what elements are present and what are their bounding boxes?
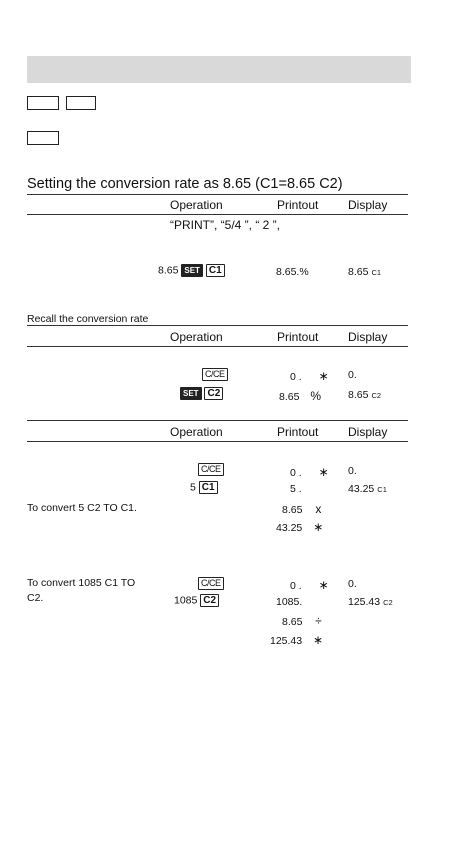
printout-row	[279, 389, 320, 403]
display-number: 43.25	[348, 483, 375, 495]
display-value	[348, 483, 387, 495]
print-mode-setting: “PRINT”, “5/4 ”, “ 2 ”,	[170, 218, 281, 232]
display-unit: C2	[383, 598, 393, 607]
key-placeholder-1	[27, 96, 59, 110]
example-description-line1: To convert 1085 C1 TO	[27, 577, 136, 589]
printout-symbol: ∗	[318, 465, 329, 479]
printout-symbol: ∗	[318, 578, 329, 592]
c1-key: C1	[199, 481, 218, 494]
c1-key: C1	[206, 264, 225, 277]
printout-number: 5 .	[290, 483, 302, 495]
display-unit: C1	[377, 485, 387, 494]
op-convert	[190, 481, 218, 494]
recall-title: Recall the conversion rate	[27, 313, 149, 325]
cce-key: C/CE	[198, 577, 224, 590]
col-printout: Printout	[277, 198, 319, 212]
col-operation-2: Operation	[170, 330, 223, 344]
cce-key: C/CE	[202, 368, 228, 381]
section-heading: Setting the conversion rate as 8.65 (C1=8.65 C2)	[27, 176, 343, 192]
display-value: 0.	[348, 578, 357, 590]
printout-symbol: ÷	[315, 614, 322, 628]
display-value	[348, 389, 381, 401]
printout-symbol: %	[310, 389, 322, 403]
display-value: 0.	[348, 369, 357, 381]
printout-number: 1085.	[276, 596, 303, 608]
printout-number: 0 .	[290, 467, 302, 479]
table2-top-rule	[27, 325, 408, 326]
printout-number: 125.43	[270, 635, 303, 647]
operation-number: 8.65	[158, 264, 179, 277]
display-number: 125.43	[348, 596, 381, 608]
display-value	[348, 596, 393, 608]
cce-key: C/CE	[198, 463, 224, 476]
col-display-3: Display	[348, 425, 388, 439]
printout-row	[282, 502, 323, 516]
operation-number: 1085	[174, 594, 198, 607]
printout-number: 8.65	[282, 504, 303, 516]
op-clear	[198, 577, 224, 590]
printout-row	[290, 369, 329, 383]
set-key: SET	[181, 264, 203, 277]
table2-header-rule	[27, 346, 408, 347]
header-bar	[27, 56, 411, 83]
printout-number: 43.25	[276, 522, 303, 534]
col-printout-2: Printout	[277, 330, 319, 344]
printout-row	[282, 614, 323, 628]
table3-header-rule	[27, 441, 408, 442]
display-value: 0.	[348, 465, 357, 477]
c2-key: C2	[204, 387, 223, 400]
printout-symbol: ∗	[313, 520, 324, 534]
printout-symbol: ∗	[318, 369, 329, 383]
key-placeholder-2	[66, 96, 96, 110]
operation-row	[158, 264, 225, 277]
printout-row	[290, 578, 329, 592]
printout-value: 8.65.%	[276, 266, 309, 278]
table3-top-rule	[27, 420, 408, 421]
example-description: To convert 5 C2 TO C1.	[27, 502, 137, 514]
printout-symbol: ∗	[313, 633, 324, 647]
table1-top-rule	[27, 194, 408, 195]
set-key: SET	[180, 387, 202, 400]
col-display-2: Display	[348, 330, 388, 344]
col-operation-3: Operation	[170, 425, 223, 439]
printout-number: 8.65	[279, 391, 300, 403]
operation-number: 5	[190, 481, 196, 494]
op-recall	[180, 387, 223, 400]
op-clear	[198, 463, 224, 476]
printout-symbol: x	[315, 502, 322, 516]
key-placeholder-3	[27, 131, 59, 145]
printout-number: 0 .	[290, 371, 302, 383]
display-unit: C2	[371, 391, 382, 400]
printout-number: 8.65	[282, 616, 303, 628]
display-value	[348, 266, 381, 278]
printout-row	[276, 520, 323, 534]
example-description-line2: C2.	[27, 592, 44, 604]
table1-header-rule	[27, 214, 408, 215]
display-unit: C1	[371, 268, 382, 277]
col-printout-3: Printout	[277, 425, 319, 439]
c2-key: C2	[200, 594, 219, 607]
display-number: 8.65	[348, 266, 369, 278]
col-display: Display	[348, 198, 388, 212]
op-clear	[202, 368, 228, 381]
op-convert	[174, 594, 219, 607]
col-operation: Operation	[170, 198, 223, 212]
printout-number: 0 .	[290, 580, 302, 592]
printout-row	[290, 465, 329, 479]
printout-row	[270, 633, 323, 647]
display-number: 8.65	[348, 389, 369, 401]
